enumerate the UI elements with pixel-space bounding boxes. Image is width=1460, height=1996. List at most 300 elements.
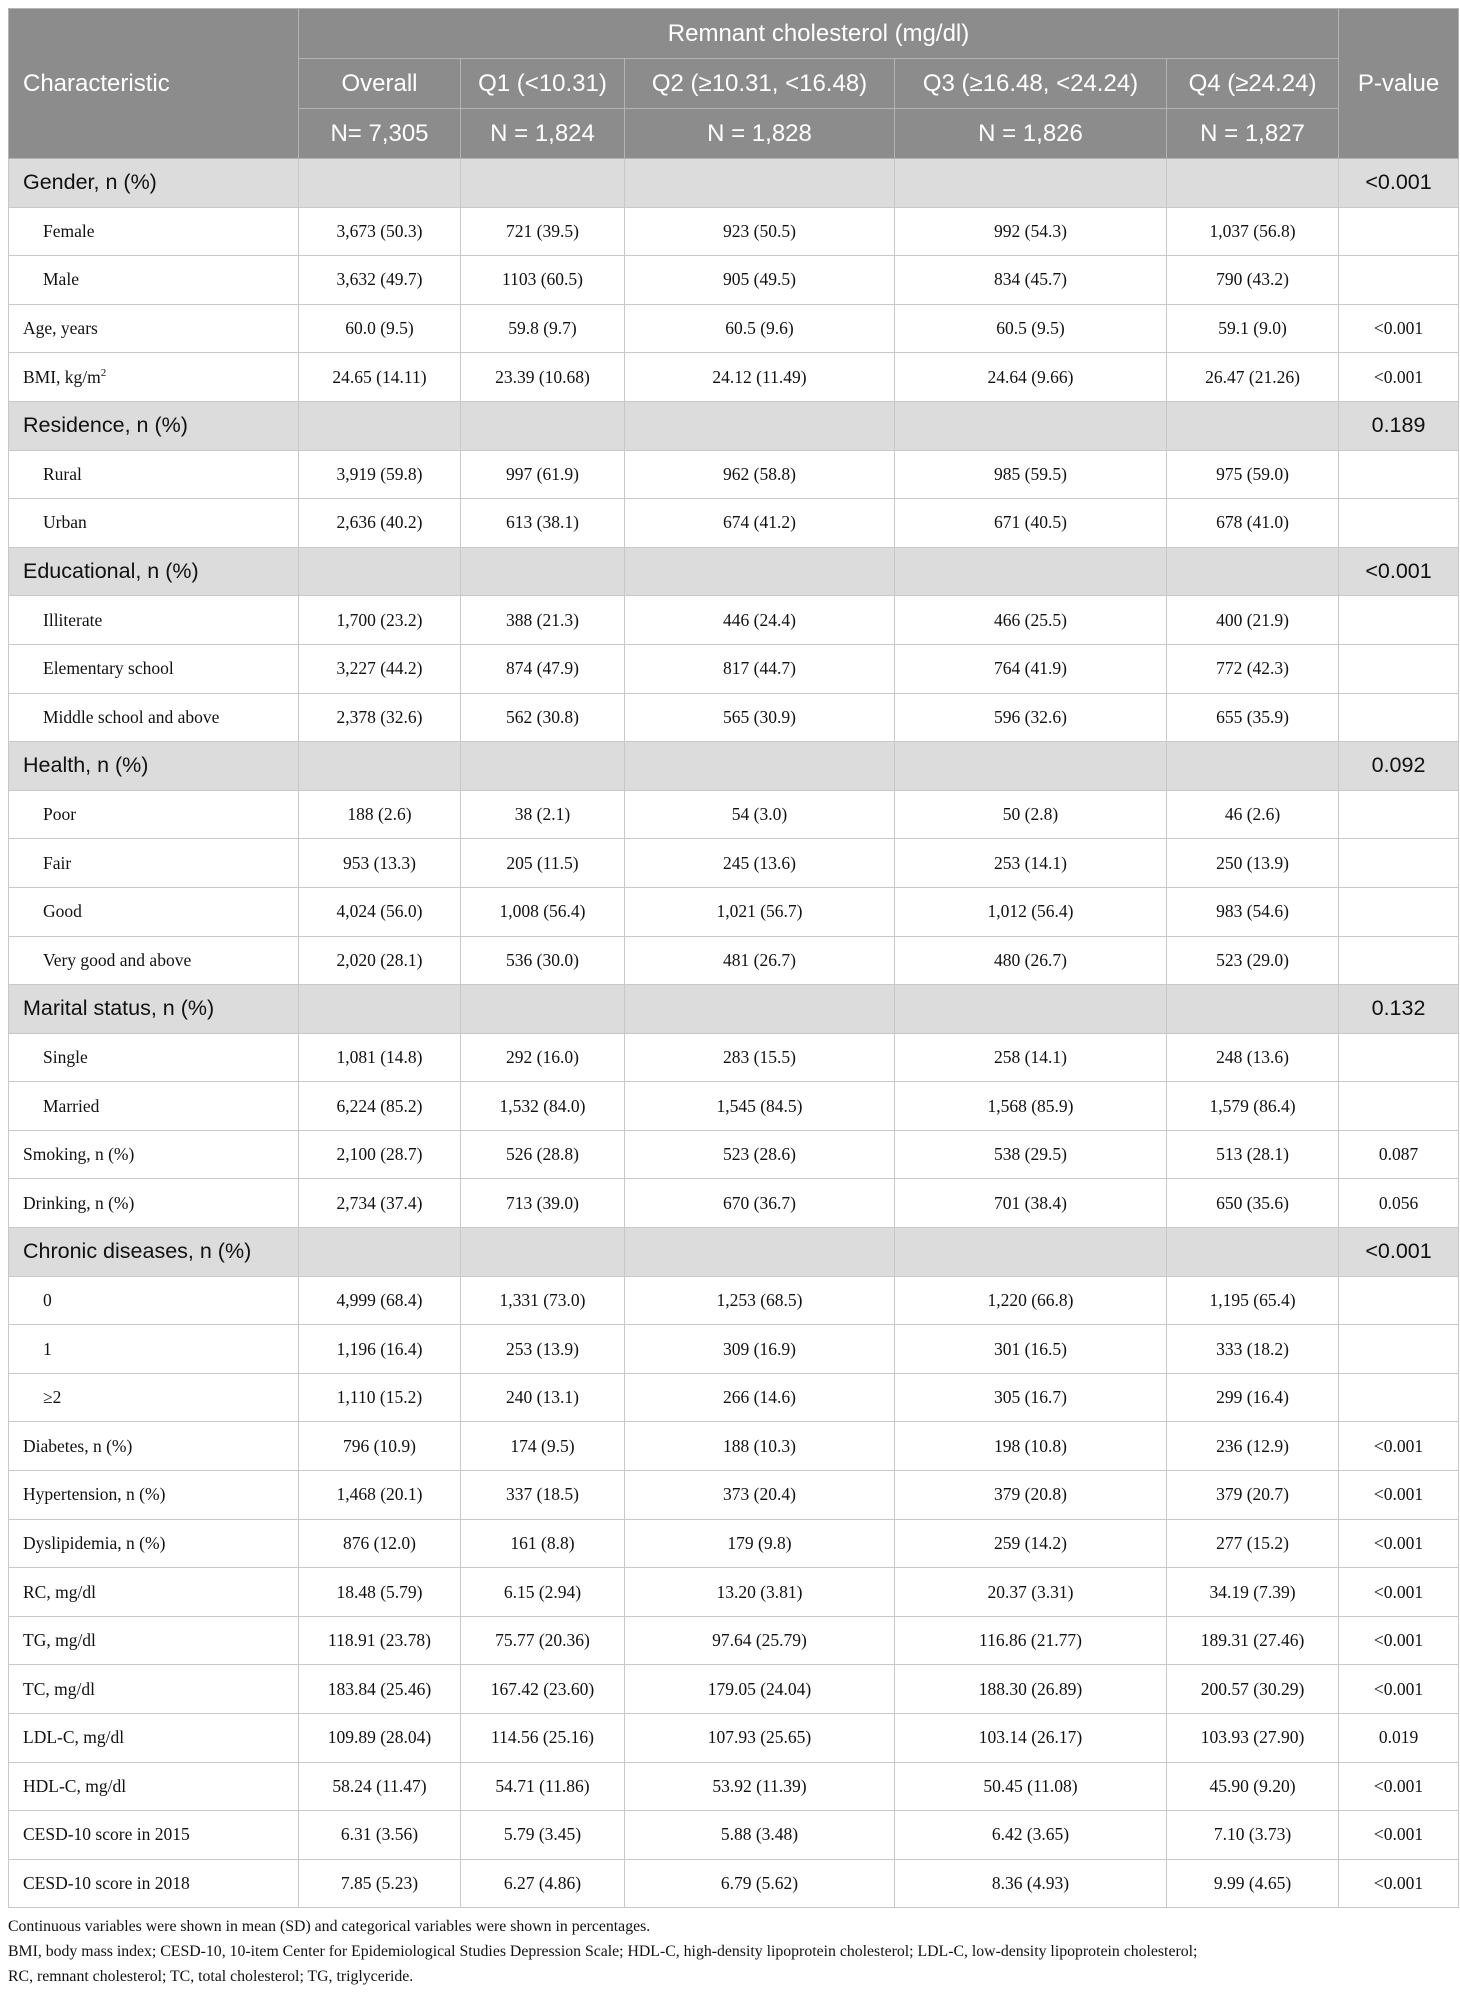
data-cell: 292 (16.0) (461, 1033, 625, 1082)
p-value-cell: <0.001 (1339, 1616, 1459, 1665)
empty-cell (625, 985, 895, 1034)
footnotes (8, 1914, 1458, 1989)
count-header-overall: N= 7,305 (299, 109, 461, 159)
p-value-cell: <0.001 (1339, 1519, 1459, 1568)
data-cell: 1,081 (14.8) (299, 1033, 461, 1082)
data-cell: 4,999 (68.4) (299, 1276, 461, 1325)
data-cell: 6,224 (85.2) (299, 1082, 461, 1131)
empty-cell (461, 985, 625, 1034)
row-label-text: RC, mg/dl (23, 1581, 96, 1602)
data-cell: 721 (39.5) (461, 207, 625, 256)
data-cell: 817 (44.7) (625, 644, 895, 693)
data-cell: 24.64 (9.66) (895, 353, 1167, 402)
data-cell: 258 (14.1) (895, 1033, 1167, 1082)
empty-cell (895, 1228, 1167, 1277)
group-label: Educational, n (%) (9, 547, 299, 596)
table-row (9, 353, 1459, 402)
p-value-cell: <0.001 (1339, 1859, 1459, 1908)
table-row (9, 1471, 1459, 1520)
data-cell: 6.15 (2.94) (461, 1568, 625, 1617)
row-label-text: Dyslipidemia, n (%) (23, 1532, 166, 1553)
data-cell: 1,037 (56.8) (1167, 207, 1339, 256)
empty-cell (299, 547, 461, 596)
data-cell: 701 (38.4) (895, 1179, 1167, 1228)
data-cell: 23.39 (10.68) (461, 353, 625, 402)
data-cell: 674 (41.2) (625, 499, 895, 548)
row-label (9, 450, 299, 499)
data-cell: 6.31 (3.56) (299, 1811, 461, 1860)
data-cell: 266 (14.6) (625, 1373, 895, 1422)
footnote: Continuous variables were shown in mean (SD) and categorical variables were shown in percentages. (8, 1918, 651, 1936)
p-value-cell: <0.001 (1339, 1422, 1459, 1471)
data-cell: 53.92 (11.39) (625, 1762, 895, 1811)
table-row (9, 887, 1459, 936)
data-cell: 24.65 (14.11) (299, 353, 461, 402)
row-label-text: LDL-C, mg/dl (23, 1727, 125, 1748)
p-value-cell: <0.001 (1339, 1228, 1459, 1277)
p-value-cell: 0.019 (1339, 1714, 1459, 1763)
data-cell: 670 (36.7) (625, 1179, 895, 1228)
data-cell: 3,673 (50.3) (299, 207, 461, 256)
empty-cell (1167, 742, 1339, 791)
p-value-cell (1339, 887, 1459, 936)
data-cell: 7.10 (3.73) (1167, 1811, 1339, 1860)
data-cell: 3,632 (49.7) (299, 256, 461, 305)
count-header-q1: N = 1,824 (461, 109, 625, 159)
data-cell: 523 (28.6) (625, 1130, 895, 1179)
p-value-cell: <0.001 (1339, 1471, 1459, 1520)
data-cell: 259 (14.2) (895, 1519, 1167, 1568)
data-cell: 596 (32.6) (895, 693, 1167, 742)
table-row (9, 1422, 1459, 1471)
data-cell: 7.85 (5.23) (299, 1859, 461, 1908)
row-label (9, 499, 299, 548)
data-cell: 188 (2.6) (299, 790, 461, 839)
row-label (9, 1665, 299, 1714)
data-cell: 2,378 (32.6) (299, 693, 461, 742)
row-label-text: Age, years (23, 318, 98, 339)
data-cell: 1,253 (68.5) (625, 1276, 895, 1325)
column-header-q2: Q2 (≥10.31, <16.48) (625, 59, 895, 109)
empty-cell (625, 1228, 895, 1277)
data-cell: 299 (16.4) (1167, 1373, 1339, 1422)
data-cell: 1,331 (73.0) (461, 1276, 625, 1325)
data-cell: 107.93 (25.65) (625, 1714, 895, 1763)
data-cell: 198 (10.8) (895, 1422, 1167, 1471)
data-cell: 671 (40.5) (895, 499, 1167, 548)
table-row (9, 1811, 1459, 1860)
data-cell: 678 (41.0) (1167, 499, 1339, 548)
group-title-header: Remnant cholesterol (mg/dl) (299, 9, 1339, 59)
p-value-cell (1339, 207, 1459, 256)
row-label (9, 1471, 299, 1520)
count-header-q2: N = 1,828 (625, 109, 895, 159)
empty-cell (895, 742, 1167, 791)
p-value-cell (1339, 644, 1459, 693)
table-row (9, 1082, 1459, 1131)
data-cell: 8.36 (4.93) (895, 1859, 1167, 1908)
data-cell: 5.79 (3.45) (461, 1811, 625, 1860)
row-label-text: TC, mg/dl (23, 1678, 95, 1699)
group-label: Marital status, n (%) (9, 985, 299, 1034)
data-cell: 58.24 (11.47) (299, 1762, 461, 1811)
data-cell: 1,021 (56.7) (625, 887, 895, 936)
empty-cell (1167, 547, 1339, 596)
p-value-cell (1339, 1033, 1459, 1082)
empty-cell (1167, 1228, 1339, 1277)
p-value-cell: <0.001 (1339, 353, 1459, 402)
data-cell: 962 (58.8) (625, 450, 895, 499)
p-value-cell (1339, 693, 1459, 742)
data-cell: 466 (25.5) (895, 596, 1167, 645)
empty-cell (895, 547, 1167, 596)
table-row (9, 256, 1459, 305)
table-body (9, 159, 1459, 1908)
p-value-cell: <0.001 (1339, 1811, 1459, 1860)
data-cell: 1,110 (15.2) (299, 1373, 461, 1422)
data-cell: 3,919 (59.8) (299, 450, 461, 499)
pvalue-header: P-value (1339, 9, 1459, 159)
row-label-text: ≥2 (43, 1387, 62, 1408)
empty-cell (461, 547, 625, 596)
column-header-q1: Q1 (<10.31) (461, 59, 625, 109)
p-value-cell (1339, 790, 1459, 839)
row-label (9, 1179, 299, 1228)
data-cell: 772 (42.3) (1167, 644, 1339, 693)
row-label (9, 1033, 299, 1082)
data-cell: 174 (9.5) (461, 1422, 625, 1471)
empty-cell (461, 401, 625, 450)
data-cell: 983 (54.6) (1167, 887, 1339, 936)
empty-cell (625, 159, 895, 208)
data-cell: 523 (29.0) (1167, 936, 1339, 985)
data-cell: 179 (9.8) (625, 1519, 895, 1568)
group-header-row (9, 985, 1459, 1034)
data-cell: 400 (21.9) (1167, 596, 1339, 645)
p-value-cell: <0.001 (1339, 547, 1459, 596)
row-label (9, 1568, 299, 1617)
data-cell: 565 (30.9) (625, 693, 895, 742)
data-cell: 75.77 (20.36) (461, 1616, 625, 1665)
data-cell: 305 (16.7) (895, 1373, 1167, 1422)
row-label-text: CESD-10 score in 2015 (23, 1824, 190, 1845)
data-cell: 24.12 (11.49) (625, 353, 895, 402)
empty-cell (299, 159, 461, 208)
group-header-row (9, 547, 1459, 596)
data-cell: 1,545 (84.5) (625, 1082, 895, 1131)
data-cell: 250 (13.9) (1167, 839, 1339, 888)
data-cell: 188.30 (26.89) (895, 1665, 1167, 1714)
table-row (9, 644, 1459, 693)
data-cell: 60.5 (9.5) (895, 304, 1167, 353)
table-row (9, 839, 1459, 888)
data-cell: 236 (12.9) (1167, 1422, 1339, 1471)
table-row (9, 1665, 1459, 1714)
empty-cell (461, 1228, 625, 1277)
data-cell: 1,012 (56.4) (895, 887, 1167, 936)
data-cell: 277 (15.2) (1167, 1519, 1339, 1568)
table-row (9, 1130, 1459, 1179)
data-cell: 240 (13.1) (461, 1373, 625, 1422)
p-value-cell: <0.001 (1339, 159, 1459, 208)
row-label-text: Drinking, n (%) (23, 1192, 135, 1213)
footnote: BMI, body mass index; CESD-10, 10-item Center for Epidemiological Studies Depression Scale; HDL-C, high-density lipoprotein cholesterol; LDL-C, low-density lipoprotein cholesterol; (8, 1943, 1198, 1961)
p-value-cell: 0.056 (1339, 1179, 1459, 1228)
data-cell: 109.89 (28.04) (299, 1714, 461, 1763)
table-row (9, 1325, 1459, 1374)
data-cell: 1,532 (84.0) (461, 1082, 625, 1131)
data-cell: 50.45 (11.08) (895, 1762, 1167, 1811)
data-cell: 103.93 (27.90) (1167, 1714, 1339, 1763)
group-header-row (9, 159, 1459, 208)
row-label (9, 1276, 299, 1325)
row-label (9, 1811, 299, 1860)
table-row (9, 1276, 1459, 1325)
column-header-overall: Overall (299, 59, 461, 109)
data-cell: 2,636 (40.2) (299, 499, 461, 548)
data-cell: 116.86 (21.77) (895, 1616, 1167, 1665)
data-cell: 333 (18.2) (1167, 1325, 1339, 1374)
data-cell: 538 (29.5) (895, 1130, 1167, 1179)
empty-cell (461, 742, 625, 791)
data-cell: 38 (2.1) (461, 790, 625, 839)
data-cell: 923 (50.5) (625, 207, 895, 256)
empty-cell (895, 401, 1167, 450)
empty-cell (299, 1228, 461, 1277)
table-row (9, 1714, 1459, 1763)
data-cell: 613 (38.1) (461, 499, 625, 548)
group-label: Gender, n (%) (9, 159, 299, 208)
p-value-cell: 0.092 (1339, 742, 1459, 791)
data-cell: 18.48 (5.79) (299, 1568, 461, 1617)
data-cell: 4,024 (56.0) (299, 887, 461, 936)
data-cell: 526 (28.8) (461, 1130, 625, 1179)
empty-cell (895, 985, 1167, 1034)
row-label-text: Rural (43, 463, 82, 484)
data-cell: 650 (35.6) (1167, 1179, 1339, 1228)
p-value-cell (1339, 1373, 1459, 1422)
data-cell: 59.8 (9.7) (461, 304, 625, 353)
data-cell: 1103 (60.5) (461, 256, 625, 305)
data-cell: 536 (30.0) (461, 936, 625, 985)
data-cell: 975 (59.0) (1167, 450, 1339, 499)
p-value-cell (1339, 1276, 1459, 1325)
table-row (9, 499, 1459, 548)
data-cell: 562 (30.8) (461, 693, 625, 742)
table-row (9, 1568, 1459, 1617)
row-label-text: 0 (43, 1289, 52, 1310)
data-cell: 796 (10.9) (299, 1422, 461, 1471)
data-cell: 1,468 (20.1) (299, 1471, 461, 1520)
data-cell: 2,734 (37.4) (299, 1179, 461, 1228)
empty-cell (1167, 401, 1339, 450)
data-cell: 764 (41.9) (895, 644, 1167, 693)
data-cell: 905 (49.5) (625, 256, 895, 305)
row-label (9, 1130, 299, 1179)
characteristic-header: Characteristic (9, 9, 299, 159)
data-cell: 167.42 (23.60) (461, 1665, 625, 1714)
data-cell: 60.5 (9.6) (625, 304, 895, 353)
empty-cell (1167, 985, 1339, 1034)
column-header-q4: Q4 (≥24.24) (1167, 59, 1339, 109)
data-cell: 54 (3.0) (625, 790, 895, 839)
superscript: 2 (100, 366, 107, 379)
data-cell: 997 (61.9) (461, 450, 625, 499)
table-container (8, 8, 1458, 1989)
data-cell: 20.37 (3.31) (895, 1568, 1167, 1617)
row-label-text: Female (43, 220, 95, 241)
empty-cell (625, 401, 895, 450)
data-cell: 713 (39.0) (461, 1179, 625, 1228)
row-label (9, 1082, 299, 1131)
data-cell: 26.47 (21.26) (1167, 353, 1339, 402)
p-value-cell (1339, 936, 1459, 985)
data-cell: 6.27 (4.86) (461, 1859, 625, 1908)
row-label-text: TG, mg/dl (23, 1630, 96, 1651)
data-cell: 874 (47.9) (461, 644, 625, 693)
data-cell: 446 (24.4) (625, 596, 895, 645)
row-label (9, 693, 299, 742)
data-cell: 6.79 (5.62) (625, 1859, 895, 1908)
group-header-row (9, 742, 1459, 791)
p-value-cell: <0.001 (1339, 304, 1459, 353)
row-label-text: Hypertension, n (%) (23, 1484, 166, 1505)
data-cell: 50 (2.8) (895, 790, 1167, 839)
row-label (9, 256, 299, 305)
row-label-text: BMI, kg/m (23, 366, 101, 387)
data-cell: 13.20 (3.81) (625, 1568, 895, 1617)
row-label (9, 1714, 299, 1763)
data-cell: 1,579 (86.4) (1167, 1082, 1339, 1131)
table-row (9, 1616, 1459, 1665)
p-value-cell (1339, 1082, 1459, 1131)
row-label-text: Diabetes, n (%) (23, 1435, 133, 1456)
table-header (9, 9, 1459, 159)
row-label-text: Good (43, 901, 82, 922)
table-row (9, 1519, 1459, 1568)
p-value-cell (1339, 450, 1459, 499)
data-cell: 834 (45.7) (895, 256, 1167, 305)
data-cell: 45.90 (9.20) (1167, 1762, 1339, 1811)
data-cell: 6.42 (3.65) (895, 1811, 1167, 1860)
table-row (9, 1762, 1459, 1811)
table-row (9, 1859, 1459, 1908)
p-value-cell: <0.001 (1339, 1568, 1459, 1617)
p-value-cell (1339, 256, 1459, 305)
data-cell: 253 (13.9) (461, 1325, 625, 1374)
group-label: Health, n (%) (9, 742, 299, 791)
p-value-cell: 0.189 (1339, 401, 1459, 450)
data-cell: 655 (35.9) (1167, 693, 1339, 742)
data-cell: 183.84 (25.46) (299, 1665, 461, 1714)
data-cell: 200.57 (30.29) (1167, 1665, 1339, 1714)
row-label (9, 1519, 299, 1568)
data-cell: 46 (2.6) (1167, 790, 1339, 839)
row-label-text: Male (43, 269, 79, 290)
data-cell: 97.64 (25.79) (625, 1616, 895, 1665)
row-label (9, 596, 299, 645)
group-label: Chronic diseases, n (%) (9, 1228, 299, 1277)
data-cell: 790 (43.2) (1167, 256, 1339, 305)
row-label (9, 790, 299, 839)
data-cell: 373 (20.4) (625, 1471, 895, 1520)
row-label-text: Poor (43, 804, 77, 825)
table-row (9, 304, 1459, 353)
data-cell: 1,196 (16.4) (299, 1325, 461, 1374)
data-cell: 379 (20.7) (1167, 1471, 1339, 1520)
row-label (9, 353, 299, 402)
data-cell: 379 (20.8) (895, 1471, 1167, 1520)
data-cell: 513 (28.1) (1167, 1130, 1339, 1179)
p-value-cell: <0.001 (1339, 1762, 1459, 1811)
data-cell: 5.88 (3.48) (625, 1811, 895, 1860)
row-label-text: Single (43, 1046, 88, 1067)
data-cell: 1,195 (65.4) (1167, 1276, 1339, 1325)
table-row (9, 693, 1459, 742)
p-value-cell (1339, 1325, 1459, 1374)
empty-cell (895, 159, 1167, 208)
row-label-text: HDL-C, mg/dl (23, 1775, 127, 1796)
data-cell: 188 (10.3) (625, 1422, 895, 1471)
data-cell: 59.1 (9.0) (1167, 304, 1339, 353)
data-cell: 34.19 (7.39) (1167, 1568, 1339, 1617)
row-label-text: Married (43, 1095, 100, 1116)
row-label-text: Illiterate (43, 609, 103, 630)
data-cell: 301 (16.5) (895, 1325, 1167, 1374)
p-value-cell: <0.001 (1339, 1665, 1459, 1714)
p-value-cell: 0.132 (1339, 985, 1459, 1034)
table-row (9, 450, 1459, 499)
table-row (9, 1373, 1459, 1422)
data-cell: 876 (12.0) (299, 1519, 461, 1568)
row-label-text: CESD-10 score in 2018 (23, 1873, 190, 1894)
p-value-cell (1339, 839, 1459, 888)
data-cell: 953 (13.3) (299, 839, 461, 888)
empty-cell (299, 401, 461, 450)
data-table (8, 8, 1459, 1908)
group-header-row (9, 1228, 1459, 1277)
data-cell: 103.14 (26.17) (895, 1714, 1167, 1763)
data-cell: 60.0 (9.5) (299, 304, 461, 353)
row-label-text: Middle school and above (43, 706, 220, 727)
row-label (9, 644, 299, 693)
data-cell: 2,100 (28.7) (299, 1130, 461, 1179)
table-row (9, 1179, 1459, 1228)
data-cell: 309 (16.9) (625, 1325, 895, 1374)
data-cell: 481 (26.7) (625, 936, 895, 985)
row-label-text: Fair (43, 852, 72, 873)
empty-cell (1167, 159, 1339, 208)
data-cell: 9.99 (4.65) (1167, 1859, 1339, 1908)
row-label (9, 1373, 299, 1422)
group-label: Residence, n (%) (9, 401, 299, 450)
data-cell: 179.05 (24.04) (625, 1665, 895, 1714)
row-label (9, 1616, 299, 1665)
data-cell: 118.91 (23.78) (299, 1616, 461, 1665)
data-cell: 388 (21.3) (461, 596, 625, 645)
data-cell: 205 (11.5) (461, 839, 625, 888)
group-header-row (9, 401, 1459, 450)
data-cell: 480 (26.7) (895, 936, 1167, 985)
row-label (9, 1859, 299, 1908)
data-cell: 2,020 (28.1) (299, 936, 461, 985)
data-cell: 253 (14.1) (895, 839, 1167, 888)
count-header-q4: N = 1,827 (1167, 109, 1339, 159)
count-header-q3: N = 1,826 (895, 109, 1167, 159)
table-row (9, 1033, 1459, 1082)
data-cell: 283 (15.5) (625, 1033, 895, 1082)
data-cell: 1,008 (56.4) (461, 887, 625, 936)
